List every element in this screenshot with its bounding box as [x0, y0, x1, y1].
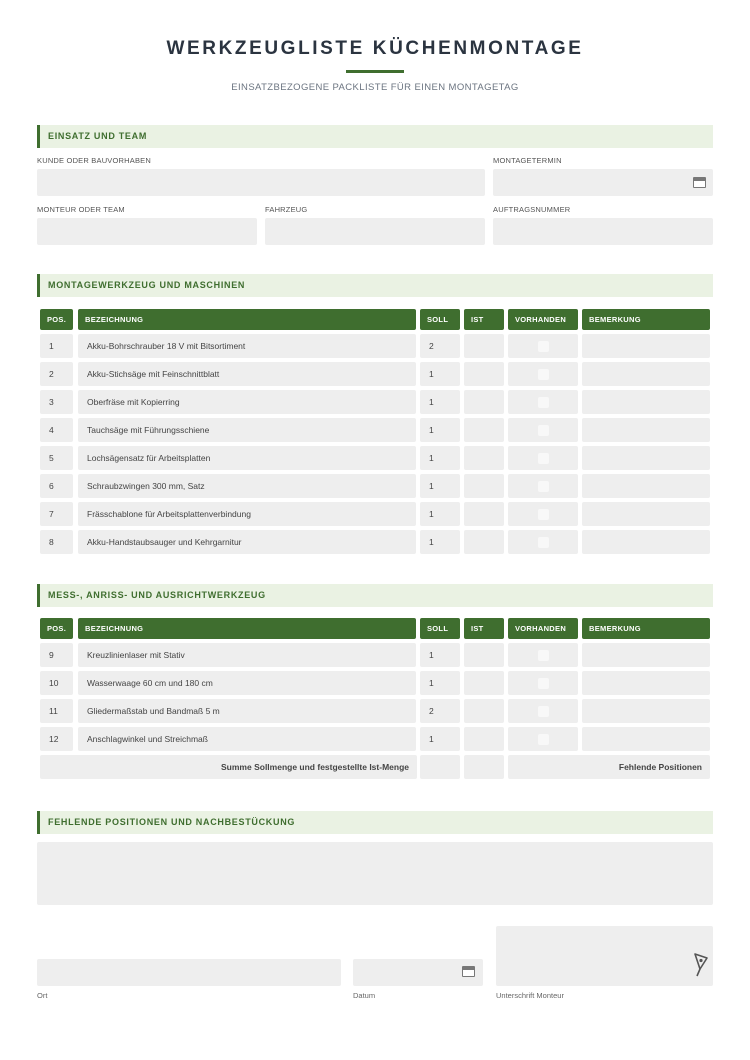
bezeichnung-cell: Oberfräse mit Kopierring	[78, 390, 416, 414]
page-title: WERKZEUGLISTE KÜCHENMONTAGE	[166, 38, 584, 59]
soll-cell: 1	[420, 418, 460, 442]
datum-label: Datum	[353, 991, 376, 1000]
fahrzeug-field[interactable]	[265, 218, 485, 245]
bemerkung-field[interactable]	[582, 474, 710, 498]
bezeichnung-cell: Akku-Stichsäge mit Feinschnittblatt	[78, 362, 416, 386]
bemerkung-field[interactable]	[582, 727, 710, 751]
pos-cell: 5	[40, 446, 73, 470]
pos-cell: 3	[40, 390, 73, 414]
sum-label: Summe Sollmenge und festgestellte Ist-Menge	[40, 755, 417, 779]
section-header-mess	[37, 584, 713, 607]
soll-cell: 1	[420, 502, 460, 526]
vorhanden-checkbox[interactable]	[538, 706, 549, 717]
vorhanden-checkbox[interactable]	[538, 341, 549, 352]
bezeichnung-cell: Schraubzwingen 300 mm, Satz	[78, 474, 416, 498]
fahrzeug-label: FAHRZEUG	[265, 205, 308, 214]
soll-cell: 1	[420, 362, 460, 386]
soll-cell: 1	[420, 671, 460, 695]
auftrag-field[interactable]	[493, 218, 713, 245]
ist-field[interactable]	[464, 474, 504, 498]
ist-field[interactable]	[464, 671, 504, 695]
bezeichnung-cell: Gliedermaßstab und Bandmaß 5 m	[78, 699, 416, 723]
column-header-bemerkung: BEMERKUNG	[582, 618, 710, 639]
vorhanden-checkbox[interactable]	[538, 734, 549, 745]
vorhanden-checkbox[interactable]	[538, 650, 549, 661]
bezeichnung-cell: Akku-Handstaubsauger und Kehrgarnitur	[78, 530, 416, 554]
soll-cell: 1	[420, 446, 460, 470]
pos-cell: 2	[40, 362, 73, 386]
vorhanden-checkbox[interactable]	[538, 678, 549, 689]
section-title: MESS-, ANRISS- UND AUSRICHTWERKZEUG	[48, 590, 266, 600]
column-header-pos: POS.	[40, 309, 73, 330]
section-title: MONTAGEWERKZEUG UND MASCHINEN	[48, 280, 246, 290]
monteur-label: MONTEUR ODER TEAM	[37, 205, 125, 214]
soll-cell: 1	[420, 474, 460, 498]
column-header-soll: SOLL	[420, 309, 460, 330]
section-title: EINSATZ UND TEAM	[48, 131, 148, 141]
pos-cell: 12	[40, 727, 73, 751]
bemerkung-field[interactable]	[582, 530, 710, 554]
sum-ist-field[interactable]	[464, 755, 504, 779]
sum-soll-field[interactable]	[420, 755, 460, 779]
monteur-field[interactable]	[37, 218, 257, 245]
column-header-vorhanden: VORHANDEN	[508, 309, 578, 330]
pen-icon[interactable]	[692, 952, 710, 978]
soll-cell: 1	[420, 390, 460, 414]
bemerkung-field[interactable]	[582, 362, 710, 386]
column-header-bezeichnung: BEZEICHNUNG	[78, 618, 416, 639]
ort-label: Ort	[37, 991, 48, 1000]
bemerkung-field[interactable]	[582, 446, 710, 470]
bemerkung-field[interactable]	[582, 418, 710, 442]
bemerkung-field[interactable]	[582, 334, 710, 358]
bezeichnung-cell: Tauchsäge mit Führungsschiene	[78, 418, 416, 442]
ist-field[interactable]	[464, 699, 504, 723]
bezeichnung-cell: Anschlagwinkel und Streichmaß	[78, 727, 416, 751]
pos-cell: 7	[40, 502, 73, 526]
termin-field[interactable]	[493, 169, 713, 196]
ist-field[interactable]	[464, 334, 504, 358]
fehlend-textarea[interactable]	[37, 842, 713, 905]
column-header-ist: IST	[464, 618, 504, 639]
soll-cell: 1	[420, 643, 460, 667]
vorhanden-checkbox[interactable]	[538, 453, 549, 464]
column-header-vorhanden: VORHANDEN	[508, 618, 578, 639]
pos-cell: 6	[40, 474, 73, 498]
pos-cell: 9	[40, 643, 73, 667]
section-header-maschinen	[37, 274, 713, 297]
ist-field[interactable]	[464, 530, 504, 554]
ist-field[interactable]	[464, 446, 504, 470]
ist-field[interactable]	[464, 390, 504, 414]
auftrag-label: AUFTRAGSNUMMER	[493, 205, 571, 214]
ort-field[interactable]	[37, 959, 341, 986]
section-header-fehlend	[37, 811, 713, 834]
soll-cell: 1	[420, 727, 460, 751]
termin-label: MONTAGETERMIN	[493, 156, 562, 165]
kunde-label: KUNDE ODER BAUVORHABEN	[37, 156, 152, 165]
soll-cell: 2	[420, 334, 460, 358]
bezeichnung-cell: Wasserwaage 60 cm und 180 cm	[78, 671, 416, 695]
pos-cell: 4	[40, 418, 73, 442]
bemerkung-field[interactable]	[582, 502, 710, 526]
unterschrift-label: Unterschrift Monteur	[496, 991, 564, 1000]
pos-cell: 10	[40, 671, 73, 695]
ist-field[interactable]	[464, 418, 504, 442]
column-header-bemerkung: BEMERKUNG	[582, 309, 710, 330]
title-underline	[346, 70, 404, 73]
section-header-einsatz	[37, 125, 713, 148]
column-header-ist: IST	[464, 309, 504, 330]
section-title: FEHLENDE POSITIONEN UND NACHBESTÜCKUNG	[48, 817, 296, 827]
vorhanden-checkbox[interactable]	[538, 369, 549, 380]
bezeichnung-cell: Frässchablone für Arbeitsplattenverbindung	[78, 502, 416, 526]
column-header-soll: SOLL	[420, 618, 460, 639]
vorhanden-checkbox[interactable]	[538, 509, 549, 520]
bezeichnung-cell: Kreuzlinienlaser mit Stativ	[78, 643, 416, 667]
bezeichnung-cell: Lochsägensatz für Arbeitsplatten	[78, 446, 416, 470]
soll-cell: 2	[420, 699, 460, 723]
vorhanden-checkbox[interactable]	[538, 537, 549, 548]
vorhanden-checkbox[interactable]	[538, 481, 549, 492]
ist-field[interactable]	[464, 362, 504, 386]
ist-field[interactable]	[464, 727, 504, 751]
pos-cell: 1	[40, 334, 73, 358]
bemerkung-field[interactable]	[582, 699, 710, 723]
bemerkung-field[interactable]	[582, 390, 710, 414]
column-header-bezeichnung: BEZEICHNUNG	[78, 309, 416, 330]
bemerkung-field[interactable]	[582, 671, 710, 695]
kunde-field[interactable]	[37, 169, 485, 196]
calendar-icon[interactable]	[693, 177, 706, 188]
signature-field[interactable]	[496, 926, 713, 986]
vorhanden-checkbox[interactable]	[538, 425, 549, 436]
bemerkung-field[interactable]	[582, 643, 710, 667]
ist-field[interactable]	[464, 502, 504, 526]
calendar-icon[interactable]	[462, 966, 475, 977]
pos-cell: 8	[40, 530, 73, 554]
page-subtitle: EINSATZBEZOGENE PACKLISTE FÜR EINEN MONTAGETAG	[231, 82, 519, 93]
vorhanden-checkbox[interactable]	[538, 397, 549, 408]
soll-cell: 1	[420, 530, 460, 554]
ist-field[interactable]	[464, 643, 504, 667]
bezeichnung-cell: Akku-Bohrschrauber 18 V mit Bitsortiment	[78, 334, 416, 358]
missing-positions-label: Fehlende Positionen	[508, 755, 710, 779]
pos-cell: 11	[40, 699, 73, 723]
column-header-pos: POS.	[40, 618, 73, 639]
